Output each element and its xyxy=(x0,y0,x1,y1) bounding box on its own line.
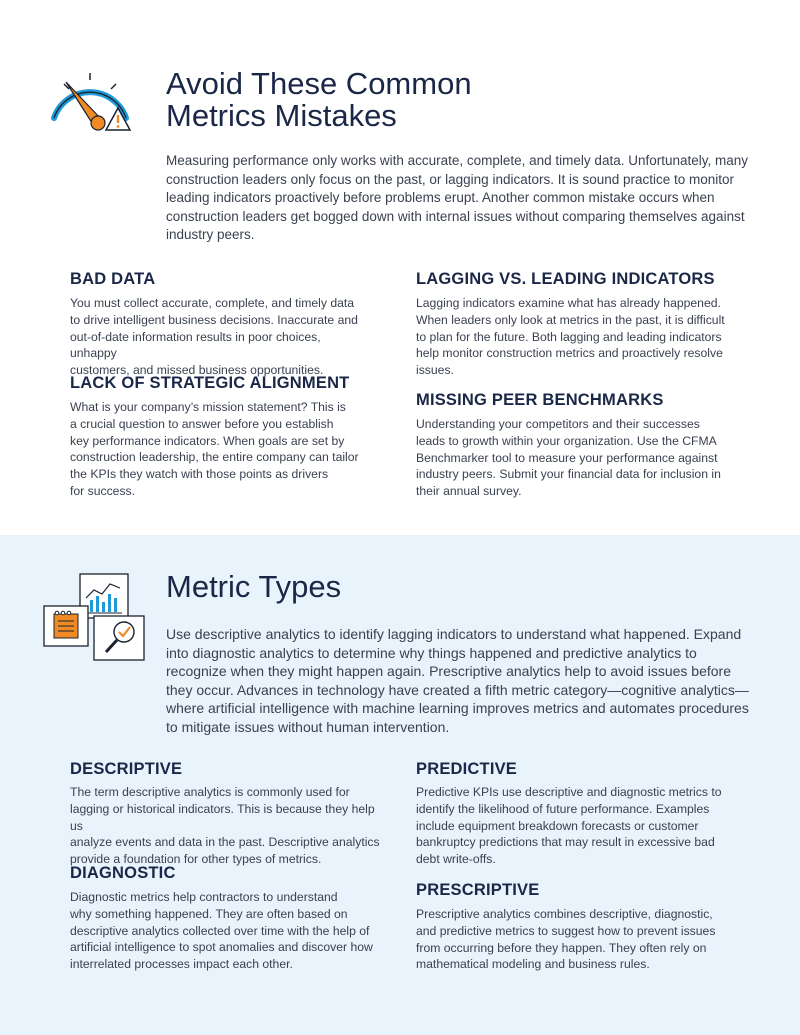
text-line: provide a foundation for other types of metrics. xyxy=(70,852,322,867)
metric-types-title: Metric Types xyxy=(166,569,342,604)
text-line: construction leadership, the entire company can tailor xyxy=(70,450,359,465)
descriptive-heading: DESCRIPTIVE xyxy=(70,760,183,778)
prescriptive-heading: PRESCRIPTIVE xyxy=(416,881,540,899)
text-line: to plan for the future. Both lagging and leading indicators xyxy=(416,329,722,344)
text-line: Lagging indicators examine what has already happened. xyxy=(416,296,721,310)
text-line: key performance indicators. When goals are set by xyxy=(70,433,345,448)
intro-line: leading indicators proactively before problems erupt. Another common mistake occurs when xyxy=(166,190,715,205)
text-line: issues. xyxy=(416,363,454,378)
text-line: for success. xyxy=(70,483,136,498)
page-title-line-1: Avoid These Common xyxy=(166,66,472,101)
text-line: leads to growth within your organization. Use the CFMA xyxy=(416,433,717,448)
text-line: Prescriptive analytics combines descriptive, diagnostic, xyxy=(416,907,713,921)
intro-line: recognize when they might happen again. Prescriptive analytics help to avoid issues before xyxy=(166,663,731,679)
diagnostic-heading: DIAGNOSTIC xyxy=(70,864,176,882)
text-line: interrelated processes impact each other. xyxy=(70,957,293,972)
text-line: When leaders only look at metrics in the past, it is difficult xyxy=(416,312,725,327)
intro-line: into diagnostic analytics to determine why things happened and predictive analytics to xyxy=(166,644,697,661)
text-line: out-of-date information results in poor choices, unhappy xyxy=(70,329,321,361)
text-line: analyze events and data in the past. Descriptive analytics xyxy=(70,835,380,850)
text-line: debt write-offs. xyxy=(416,852,496,867)
text-line: What is your company’s mission statement? This is xyxy=(70,400,346,414)
analytics-documents-icon xyxy=(42,572,148,664)
text-line: their annual survey. xyxy=(416,484,522,499)
intro-line: to mitigate issues without human intervention. xyxy=(166,718,450,735)
text-line: Benchmarker tool to measure your performance against xyxy=(416,450,718,465)
text-line: bankruptcy predictions that may result in excessive bad xyxy=(416,835,715,850)
text-line: descriptive analytics collected over time with the help of xyxy=(70,923,370,938)
text-line: from occurring before they happen. They often rely on xyxy=(416,940,707,955)
page-title xyxy=(166,68,472,132)
mistakes-intro xyxy=(166,152,786,245)
predictive-heading: PREDICTIVE xyxy=(416,760,518,778)
predictive-text xyxy=(416,784,736,868)
text-line: include equipment breakdown forecasts or customer xyxy=(416,818,699,833)
text-line: artificial intelligence to spot anomalies and discover how xyxy=(70,940,373,955)
lack-alignment-text xyxy=(70,399,370,500)
text-line: and predictive metrics to suggest how to prevent issues xyxy=(416,923,716,938)
text-line: lagging or historical indicators. This is because they help us xyxy=(70,801,375,833)
intro-line: construction leaders get bogged down with internal issues without comparing themselves against xyxy=(166,208,745,224)
page-title-line-2: Metrics Mistakes xyxy=(166,98,397,133)
text-line: The term descriptive analytics is commonly used for xyxy=(70,785,350,799)
metric-types-intro xyxy=(166,625,776,736)
intro-line: construction leaders only focus on the past, or lagging indicators. It is sound practice to monitor xyxy=(166,171,735,187)
text-line: identify the likelihood of future performance. Examples xyxy=(416,801,710,816)
descriptive-text xyxy=(70,784,390,868)
text-line: to drive intelligent business decisions. Inaccurate and xyxy=(70,312,358,327)
intro-line: where artificial intelligence with machine learning improves metrics and automates procedures xyxy=(166,700,749,716)
diagnostic-text xyxy=(70,889,390,973)
intro-line: Measuring performance only works with accurate, complete, and timely data. Unfortunately, many xyxy=(166,153,749,168)
lagging-leading-text xyxy=(416,295,736,379)
text-line: help monitor construction metrics and proactively resolve xyxy=(416,346,723,361)
text-line: customers, and missed business opportunities. xyxy=(70,363,324,378)
text-line: why something happened. They are often based on xyxy=(70,906,348,921)
text-line: Understanding your competitors and their successes xyxy=(416,417,700,431)
lack-alignment-heading: LACK OF STRATEGIC ALIGNMENT xyxy=(70,374,350,392)
text-line: mathematical modeling and business rules. xyxy=(416,957,650,972)
intro-line: Use descriptive analytics to identify lagging indicators to understand what happened. Expand xyxy=(166,626,742,642)
bad-data-text xyxy=(70,295,370,379)
text-line: Diagnostic metrics help contractors to understand xyxy=(70,890,338,904)
missing-benchmarks-heading: MISSING PEER BENCHMARKS xyxy=(416,391,664,409)
text-line: You must collect accurate, complete, and timely data xyxy=(70,296,355,310)
intro-line: industry peers. xyxy=(166,227,255,242)
missing-benchmarks-text xyxy=(416,416,736,500)
bad-data-heading: BAD DATA xyxy=(70,270,156,288)
lagging-leading-heading: LAGGING VS. LEADING INDICATORS xyxy=(416,270,715,288)
text-line: Predictive KPIs use descriptive and diagnostic metrics to xyxy=(416,785,722,799)
text-line: industry peers. Submit your financial data for inclusion in xyxy=(416,467,721,482)
intro-line: they occur. Advances in technology have created a fifth metric category—cognitive analytics— xyxy=(166,681,749,698)
prescriptive-text xyxy=(416,906,736,973)
text-line: a crucial question to answer before you establish xyxy=(70,416,334,431)
text-line: the KPIs they watch with those points as drivers xyxy=(70,467,329,482)
gauge-warning-icon xyxy=(44,68,136,138)
